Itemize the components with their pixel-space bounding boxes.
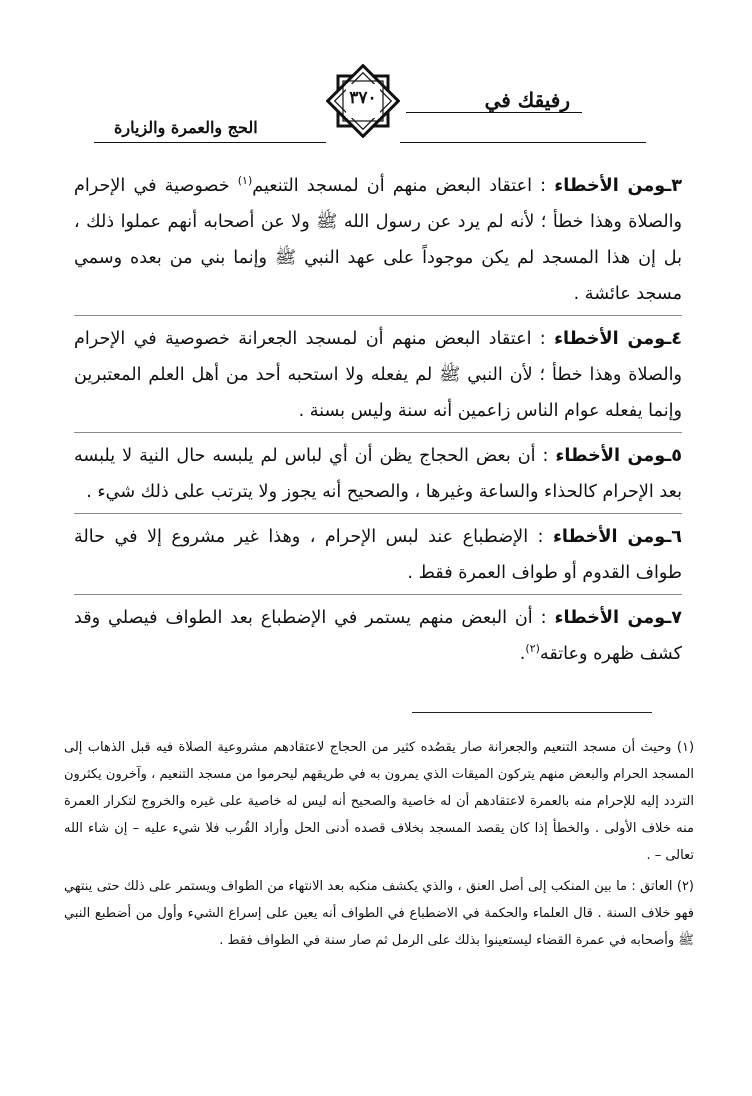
main-text: [74, 168, 682, 672]
item-body-rest: خصوصية في الإحرام والصلاة وهذا خطأ ؛ لأنه لم يرد عن رسول الله ﷺ ولا عن أصحابه أنهم عملوا ذلك ، بل إن هذا المسجد لم يكن موجوداً على عهد النبي ﷺ وإنما بني من بعده وسمي مسجد عائشة .: [74, 176, 682, 304]
item-divider: [74, 513, 682, 514]
header-bottom-rule: [94, 142, 326, 143]
item-number: ٦ـ: [665, 527, 682, 547]
item-body: : أن البعض منهم يستمر في الإضطباع بعد الطواف فيصلي وقد كشف ظهره وعاتقه: [74, 608, 682, 664]
footnote-marker: (١): [676, 740, 695, 755]
error-item-7: [74, 600, 682, 672]
error-item-5: [74, 438, 682, 510]
item-body: : اعتقاد البعض منهم أن لمسجد التنعيم: [252, 176, 547, 196]
footnote-marker: (٢): [676, 879, 694, 894]
footnote-text: العاتق : ما بين المنكب إلى أصل العنق ، والذي يكشف منكبه بعد الانتهاء من الطواف ويستمر على ذلك حتى ينتهي فهو خلاف السنة . قال العلماء والحكمة في الاضطباع في الطواف أنه يعين على إسراع الشيء وأول من أضطبع النبي ﷺ وأصحابه في عمرة القضاء ليستعينوا بذلك على الرمل ثم صار سنة في الطواف فقط .: [64, 879, 694, 948]
item-divider: [74, 594, 682, 595]
item-label: ومن الأخطاء: [552, 527, 666, 547]
item-label: ومن الأخطاء: [554, 329, 666, 349]
item-label: ومن الأخطاء: [554, 176, 666, 196]
footnote-ref-2: (٢): [525, 642, 540, 656]
error-item-4: [74, 321, 682, 429]
error-item-6: [74, 519, 682, 591]
header-bottom-rule-right: [400, 142, 646, 143]
item-number: ٤ـ: [665, 329, 682, 349]
item-body: : الإضطباع عند لبس الإحرام ، وهذا غير مشروع إلا في حالة طواف القدوم أو طواف العمرة فقط .: [74, 527, 682, 583]
footnote-1: [64, 734, 694, 869]
item-label: ومن الأخطاء: [555, 446, 666, 466]
footnotes: [64, 734, 694, 958]
item-body: : أن بعض الحجاج يظن أن أي لباس لم يلبسه حال النية لا يلبسه بعد الإحرام كالحذاء والساعة وغيرها ، والصحيح أنه يجوز ولا يترتب على ذلك شيء .: [74, 446, 682, 502]
item-number: ٣ـ: [665, 176, 683, 196]
item-body-rest: .: [519, 644, 526, 664]
page-number: ٣٧٠: [349, 88, 377, 108]
book-title: رفيقك في: [484, 88, 570, 112]
item-number: ٥ـ: [665, 446, 682, 466]
footnote-ref-1: (١): [237, 174, 253, 188]
header-top-rule: [406, 112, 582, 113]
item-body: : اعتقاد البعض منهم أن لمسجد الجعرانة خصوصية في الإحرام والصلاة وهذا خطأ ؛ لأن النبي ﷺ لم يفعله ولا استحبه أحد من أهل العلم المعتبرين وإنما يفعله عوام الناس زاعمين أنه سنة وليس بسنة .: [74, 329, 682, 421]
footnote-text: وحيث أن مسجد التنعيم والجعرانة صار يقصُده كثير من الحجاج لاعتقادهم مشروعية الصلاة فيه قبل الذهاب إلى المسجد الحرام والبعض منهم يتركون الميقات الذي يمرون به في طريقهم ليحرموا من مسجد التنعيم ، وآخرون يكثرون التردد إليه للإحرام منه بالعمرة لاعتقادهم أن له خاصية والصحيح أنه ليس له خاصية على غيره والخروج لتكرار العمرة منه خلاف الأولى . والخطأ إذا كان يقصد المسجد بخلاف قصده أدنى الحل وأراد القُرب فلا شيء عليه – إن شاء الله تعالى – .: [64, 740, 694, 863]
item-number: ٧ـ: [665, 608, 682, 628]
page-header: [0, 0, 752, 150]
error-item-3: [74, 168, 682, 312]
footnote-2: [64, 873, 694, 954]
book-subtitle: الحج والعمرة والزيارة: [114, 118, 258, 137]
footnote-separator: [412, 712, 652, 713]
item-divider: [74, 432, 682, 433]
item-divider: [74, 315, 682, 316]
item-label: ومن الأخطاء: [554, 608, 666, 628]
